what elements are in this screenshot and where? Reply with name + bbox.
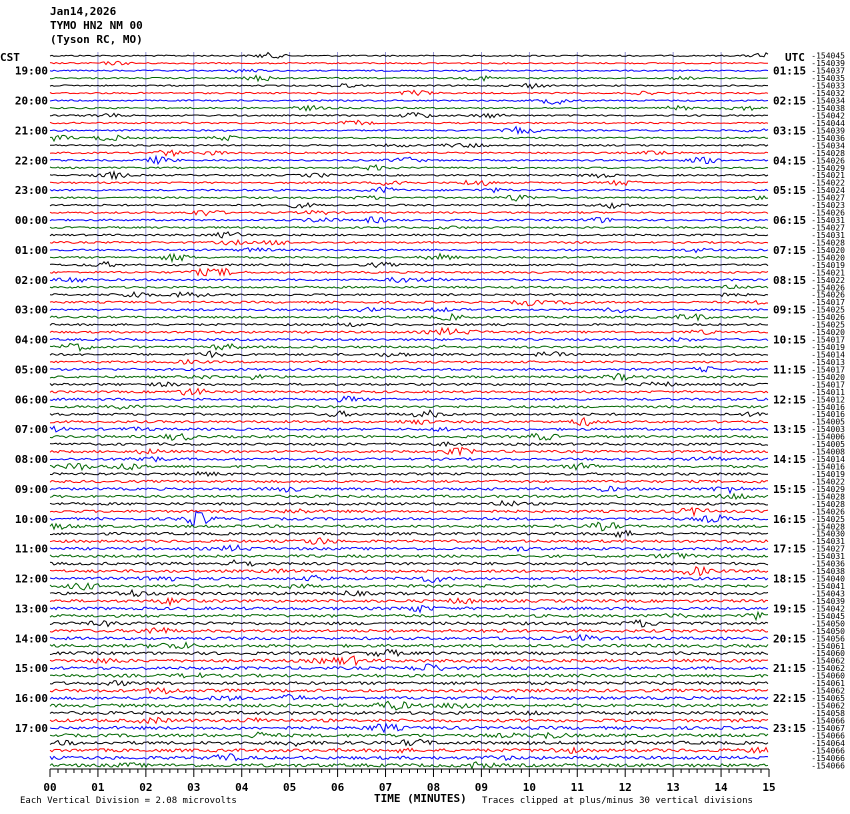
trace-offset-label: -154028 <box>811 499 845 509</box>
seismic-trace <box>50 656 768 665</box>
seismic-trace <box>50 688 768 694</box>
trace-offset-label: -154028 <box>811 238 845 248</box>
seismic-trace <box>50 181 768 186</box>
trace-offset-label: -154040 <box>811 574 845 584</box>
trace-offset-label: -154021 <box>811 268 845 278</box>
trace-offset-label: -154031 <box>811 537 845 547</box>
trace-offset-label: -154031 <box>811 216 845 226</box>
trace-offset-label: -154045 <box>811 51 845 61</box>
utc-time-label: 09:15 <box>773 303 807 317</box>
seismic-trace <box>50 590 768 596</box>
seismic-trace <box>50 762 768 768</box>
trace-offset-label: -154027 <box>811 223 845 233</box>
scale-note: Each Vertical Division = 2.08 microvolts <box>20 796 237 806</box>
x-tick-label: 01 <box>91 781 105 794</box>
trace-offset-label: -154038 <box>811 104 845 114</box>
seismic-trace <box>50 389 768 396</box>
seismic-trace <box>50 606 768 613</box>
utc-time-label: 17:15 <box>773 542 807 556</box>
cst-time-label: 13:00 <box>14 602 48 616</box>
trace-offset-label: -154026 <box>811 283 845 293</box>
seismic-trace <box>50 307 768 312</box>
seismic-trace <box>50 739 768 746</box>
seismic-trace <box>50 583 768 590</box>
trace-offset-label: -154033 <box>811 81 845 91</box>
seismic-trace <box>50 396 768 402</box>
seismic-trace <box>50 717 768 723</box>
seismic-trace <box>50 545 768 551</box>
seismic-trace <box>50 494 768 499</box>
trace-offset-label: -154017 <box>811 335 845 345</box>
trace-offset-label: -154032 <box>811 89 845 99</box>
x-tick-label: 10 <box>522 781 536 794</box>
seismic-trace <box>50 338 768 341</box>
trace-offset-label: -154062 <box>811 656 845 666</box>
trace-offset-label: -154039 <box>811 596 845 606</box>
right-axis-label: UTC <box>785 51 805 64</box>
seismic-trace <box>50 61 768 65</box>
trace-offset-label: -154024 <box>811 186 845 196</box>
seismic-trace <box>50 187 768 192</box>
trace-offset-label: -154025 <box>811 514 845 524</box>
trace-offset-label: -154031 <box>811 230 845 240</box>
seismic-trace <box>50 463 768 470</box>
trace-offset-label: -154025 <box>811 305 845 315</box>
utc-time-label: 06:15 <box>773 214 807 228</box>
utc-time-label: 04:15 <box>773 154 807 168</box>
seismic-trace <box>50 113 768 118</box>
trace-offset-label: -154005 <box>811 417 845 427</box>
utc-time-label: 16:15 <box>773 512 807 526</box>
trace-offset-label: -154022 <box>811 477 845 487</box>
trace-offset-label: -154019 <box>811 260 845 270</box>
x-tick-label: 13 <box>666 781 680 794</box>
cst-time-label: 20:00 <box>14 94 48 108</box>
trace-offset-label: -154044 <box>811 118 845 128</box>
trace-offset-label: -154060 <box>811 671 845 681</box>
trace-offset-label: -154034 <box>811 96 845 106</box>
trace-offset-label: -154026 <box>811 156 845 166</box>
cst-time-label: 16:00 <box>14 692 48 706</box>
x-tick-label: 06 <box>330 781 345 794</box>
seismic-trace <box>50 127 768 134</box>
trace-offset-label: -154064 <box>811 738 845 748</box>
utc-time-label: 02:15 <box>773 94 807 108</box>
trace-offset-label: -154030 <box>811 529 845 539</box>
trace-offset-label: -154025 <box>811 320 845 330</box>
seismic-trace <box>50 285 768 289</box>
cst-time-label: 06:00 <box>14 393 48 407</box>
trace-offset-label: -154043 <box>811 589 845 599</box>
trace-offset-label: -154028 <box>811 492 845 502</box>
trace-offset-label: -154022 <box>811 275 845 285</box>
seismic-trace <box>50 643 768 649</box>
x-tick-label: 09 <box>474 781 489 794</box>
seismic-trace <box>50 240 768 245</box>
utc-time-label: 23:15 <box>773 721 807 735</box>
trace-offset-label: -154034 <box>811 141 845 151</box>
seismic-trace <box>50 418 768 426</box>
seismic-trace <box>50 314 768 320</box>
trace-offset-label: -154061 <box>811 679 845 689</box>
seismic-trace <box>50 405 768 409</box>
trace-offset-label: -154042 <box>811 604 845 614</box>
x-tick-label: 08 <box>426 781 441 794</box>
trace-offset-label: -154016 <box>811 462 845 472</box>
trace-offset-label: -154056 <box>811 634 845 644</box>
seismic-trace <box>50 248 768 253</box>
cst-time-label: 22:00 <box>14 154 48 168</box>
utc-time-label: 11:15 <box>773 363 807 377</box>
utc-time-label: 13:15 <box>773 423 807 437</box>
x-tick-label: 12 <box>618 781 632 794</box>
trace-offset-label: -154021 <box>811 171 845 181</box>
seismic-trace <box>50 650 768 657</box>
clip-note: Traces clipped at plus/minus 30 vertical divisions <box>482 796 753 806</box>
seismic-trace <box>50 732 768 738</box>
utc-time-label: 10:15 <box>773 333 807 347</box>
seismic-trace <box>50 560 768 566</box>
cst-time-label: 19:00 <box>14 64 48 78</box>
cst-time-label: 15:00 <box>14 662 48 676</box>
seismic-trace <box>50 575 768 582</box>
trace-offset-label: -154016 <box>811 402 845 412</box>
seismic-trace <box>50 673 768 678</box>
trace-offset-label: -154027 <box>811 544 845 554</box>
x-tick-label: 11 <box>570 781 584 794</box>
utc-time-label: 07:15 <box>773 243 807 257</box>
seismic-trace <box>50 434 768 441</box>
utc-time-label: 22:15 <box>773 692 807 706</box>
trace-offset-label: -154029 <box>811 163 845 173</box>
cst-time-label: 12:00 <box>14 572 48 586</box>
seismic-trace <box>50 323 768 327</box>
seismic-trace <box>50 553 768 559</box>
cst-time-label: 01:00 <box>14 243 48 257</box>
seismic-trace <box>50 457 768 462</box>
cst-time-label: 17:00 <box>14 721 48 735</box>
trace-offset-label: -154019 <box>811 469 845 479</box>
seismic-trace <box>50 635 768 641</box>
cst-time-label: 11:00 <box>14 542 48 556</box>
trace-offset-label: -154022 <box>811 178 845 188</box>
trace-offset-label: -154013 <box>811 357 845 367</box>
utc-time-label: 05:15 <box>773 184 807 198</box>
seismic-trace <box>50 232 768 238</box>
seismic-trace <box>50 695 768 701</box>
seismic-trace <box>50 195 768 201</box>
seismic-trace <box>50 135 768 141</box>
trace-offset-label: -154026 <box>811 313 845 323</box>
utc-time-label: 15:15 <box>773 482 807 496</box>
trace-offset-label: -154028 <box>811 522 845 532</box>
trace-offset-label: -154026 <box>811 507 845 517</box>
seismic-trace <box>50 100 768 105</box>
trace-offset-label: -154020 <box>811 372 845 382</box>
trace-offset-label: -154038 <box>811 567 845 577</box>
utc-time-label: 18:15 <box>773 572 807 586</box>
utc-time-label: 08:15 <box>773 273 807 287</box>
seismic-trace <box>50 522 768 531</box>
seismic-trace <box>50 90 768 95</box>
trace-offset-label: -154066 <box>811 716 845 726</box>
utc-time-label: 19:15 <box>773 602 807 616</box>
cst-time-label: 04:00 <box>14 333 48 347</box>
seismic-trace <box>50 351 768 357</box>
utc-time-label: 12:15 <box>773 393 807 407</box>
x-axis-title: TIME (MINUTES) <box>374 792 467 805</box>
trace-offset-label: -154023 <box>811 201 845 211</box>
seismic-trace <box>50 106 768 111</box>
utc-time-label: 03:15 <box>773 124 807 138</box>
seismic-trace <box>50 254 768 262</box>
trace-offset-label: -154039 <box>811 59 845 69</box>
seismic-trace <box>50 262 768 268</box>
seismic-trace <box>50 426 768 432</box>
seismic-trace <box>50 512 768 525</box>
cst-time-label: 09:00 <box>14 482 48 496</box>
seismic-trace <box>50 382 768 387</box>
trace-offset-label: -154011 <box>811 387 845 397</box>
seismic-trace <box>50 472 768 476</box>
cst-time-label: 02:00 <box>14 273 48 287</box>
station-name: TYMO HN2 NM 00 <box>50 19 143 32</box>
seismic-trace <box>50 172 768 179</box>
seismic-trace <box>50 664 768 671</box>
seismic-trace <box>50 211 768 216</box>
seismic-trace <box>50 598 768 605</box>
seismic-trace <box>50 120 768 125</box>
trace-offset-label: -154066 <box>811 731 845 741</box>
x-tick-label: 00 <box>43 781 57 794</box>
chart-date: Jan14,2026 <box>50 5 117 18</box>
seismic-trace <box>50 486 768 493</box>
seismic-trace <box>50 165 768 170</box>
trace-offset-label: -154006 <box>811 432 845 442</box>
trace-offset-label: -154026 <box>811 208 845 218</box>
trace-offset-label: -154066 <box>811 746 845 756</box>
trace-offset-label: -154062 <box>811 686 845 696</box>
seismic-trace <box>50 217 768 223</box>
trace-offset-label: -154014 <box>811 350 845 360</box>
cst-time-label: 07:00 <box>14 423 48 437</box>
trace-offset-label: -154020 <box>811 253 845 263</box>
trace-offset-label: -154045 <box>811 611 845 621</box>
trace-offset-label: -154027 <box>811 193 845 203</box>
trace-offset-label: -154062 <box>811 701 845 711</box>
seismic-trace <box>50 328 768 335</box>
seismic-trace <box>50 410 768 417</box>
seismic-trace <box>50 277 768 282</box>
seismic-trace <box>50 747 768 753</box>
seismic-trace <box>50 711 768 715</box>
trace-offset-label: -154029 <box>811 484 845 494</box>
trace-offset-label: -154005 <box>811 440 845 450</box>
trace-offset-label: -154041 <box>811 582 845 592</box>
seismic-trace <box>50 681 768 686</box>
seismic-trace <box>50 501 768 506</box>
trace-offset-label: -154036 <box>811 133 845 143</box>
utc-time-label: 14:15 <box>773 453 807 467</box>
trace-offset-label: -154066 <box>811 761 845 771</box>
trace-offset-label: -154026 <box>811 290 845 300</box>
seismic-trace <box>50 367 768 372</box>
trace-offset-label: -154062 <box>811 664 845 674</box>
seismic-trace <box>50 620 768 627</box>
trace-offset-label: -154061 <box>811 641 845 651</box>
seismic-trace <box>50 508 768 516</box>
trace-offset-label: -154017 <box>811 298 845 308</box>
cst-time-label: 08:00 <box>14 453 48 467</box>
utc-time-label: 20:15 <box>773 632 807 646</box>
trace-offset-label: -154066 <box>811 753 845 763</box>
trace-offset-label: -154060 <box>811 649 845 659</box>
trace-offset-label: -154050 <box>811 626 845 636</box>
x-tick-label: 05 <box>283 781 297 794</box>
cst-time-label: 10:00 <box>14 512 48 526</box>
cst-time-label: 05:00 <box>14 363 48 377</box>
utc-time-label: 21:15 <box>773 662 807 676</box>
seismic-trace <box>50 531 768 538</box>
seismic-trace <box>50 144 768 148</box>
seismic-trace <box>50 480 768 483</box>
cst-time-label: 14:00 <box>14 632 48 646</box>
trace-offset-label: -154050 <box>811 619 845 629</box>
seismic-trace <box>50 701 768 710</box>
trace-offset-label: -154028 <box>811 148 845 158</box>
seismic-trace <box>50 300 768 306</box>
trace-offset-label: -154037 <box>811 66 845 76</box>
x-tick-label: 02 <box>139 781 153 794</box>
seismic-trace <box>50 724 768 732</box>
seismic-trace <box>50 156 768 164</box>
seismic-trace <box>50 538 768 544</box>
x-tick-label: 04 <box>235 781 249 794</box>
trace-offset-label: -154008 <box>811 447 845 457</box>
cst-time-label: 23:00 <box>14 184 48 198</box>
seismic-trace <box>50 374 768 381</box>
seismic-trace <box>50 442 768 446</box>
trace-offset-label: -154012 <box>811 395 845 405</box>
seismic-trace <box>50 612 768 620</box>
seismic-trace <box>50 360 768 365</box>
x-tick-label: 14 <box>714 781 728 794</box>
trace-offset-label: -154016 <box>811 410 845 420</box>
trace-offset-label: -154017 <box>811 365 845 375</box>
seismic-trace <box>50 53 768 59</box>
seismic-trace <box>50 447 768 454</box>
trace-offset-label: -154020 <box>811 245 845 255</box>
seismic-trace <box>50 75 768 81</box>
seismic-trace <box>50 203 768 208</box>
trace-offset-label: -154017 <box>811 380 845 390</box>
trace-offset-label: -154014 <box>811 455 845 465</box>
utc-time-label: 01:15 <box>773 64 807 78</box>
seismic-trace <box>50 754 768 761</box>
trace-offset-label: -154003 <box>811 425 845 435</box>
trace-offset-label: -154042 <box>811 111 845 121</box>
cst-time-label: 00:00 <box>14 214 48 228</box>
seismic-trace <box>50 292 768 297</box>
trace-offset-label: -154031 <box>811 552 845 562</box>
seismic-trace <box>50 344 768 351</box>
station-location: (Tyson RC, MO) <box>50 33 143 46</box>
x-tick-label: 07 <box>378 781 393 794</box>
seismic-trace <box>50 226 768 229</box>
seismic-trace <box>50 628 768 633</box>
seismic-trace <box>50 69 768 72</box>
x-tick-label: 03 <box>187 781 201 794</box>
cst-time-label: 03:00 <box>14 303 48 317</box>
trace-offset-label: -154065 <box>811 694 845 704</box>
trace-offset-label: -154058 <box>811 708 845 718</box>
x-tick-label: 15 <box>762 781 776 794</box>
seismic-trace <box>50 150 768 156</box>
trace-offset-label: -154035 <box>811 74 845 84</box>
cst-time-label: 21:00 <box>14 124 48 138</box>
trace-offset-label: -154067 <box>811 723 845 733</box>
trace-offset-label: -154019 <box>811 343 845 353</box>
left-axis-label: CST <box>0 51 20 64</box>
trace-offset-label: -154036 <box>811 559 845 569</box>
trace-offset-label: -154039 <box>811 126 845 136</box>
seismic-trace <box>50 567 768 576</box>
seismic-trace <box>50 269 768 276</box>
trace-offset-label: -154020 <box>811 328 845 338</box>
seismic-trace <box>50 84 768 89</box>
